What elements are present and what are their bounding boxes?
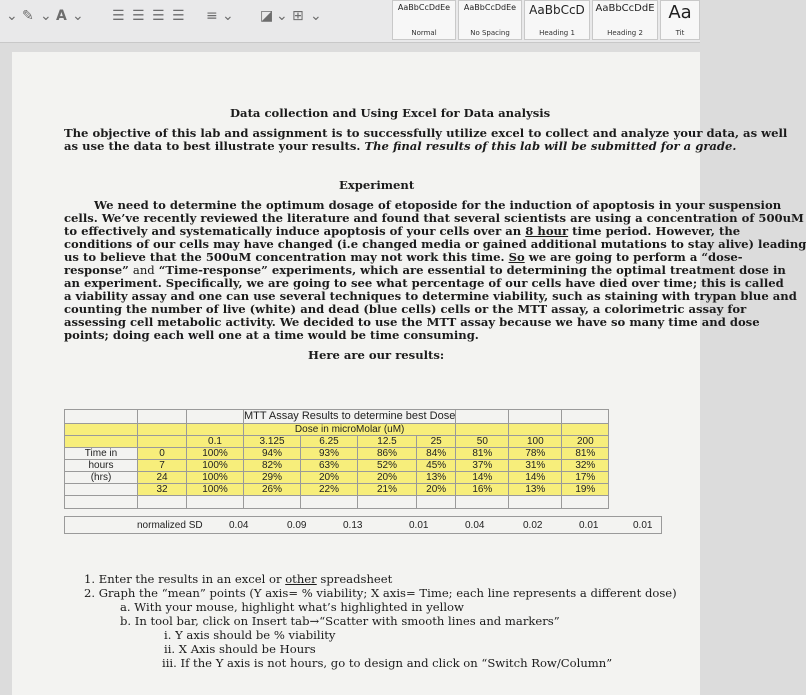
table-title[interactable]: MTT Assay Results to determine best Dose xyxy=(244,410,456,422)
results-heading: Here are our results: xyxy=(308,348,445,362)
table-cell[interactable] xyxy=(138,496,187,509)
value-cell[interactable]: 100% xyxy=(187,460,244,472)
dose-header[interactable]: 200 xyxy=(562,436,609,448)
value-cell[interactable]: 94% xyxy=(244,448,301,460)
objective-line-1: The objective of this lab and assignment is to successfully utilize excel to collect and analyze your data, as well xyxy=(64,126,788,140)
table-cell[interactable] xyxy=(65,484,138,496)
value-cell[interactable]: 17% xyxy=(562,472,609,484)
font-color-icon[interactable]: A xyxy=(56,8,67,24)
value-cell[interactable]: 37% xyxy=(456,460,509,472)
style-preview: AaBbCcDdEe xyxy=(397,3,451,12)
value-cell[interactable]: 20% xyxy=(301,472,358,484)
value-cell[interactable]: 100% xyxy=(187,448,244,460)
dose-header[interactable]: 25 xyxy=(417,436,456,448)
table-cell[interactable] xyxy=(509,410,562,424)
value-cell[interactable]: 78% xyxy=(509,448,562,460)
value-cell[interactable]: 63% xyxy=(301,460,358,472)
table-cell[interactable] xyxy=(65,436,138,448)
document-page[interactable] xyxy=(12,52,806,695)
paragraph-line: points; doing each well one at a time would be time consuming. xyxy=(64,328,479,342)
table-cell[interactable] xyxy=(138,436,187,448)
line-spacing-icon[interactable]: ≡ xyxy=(206,8,218,24)
value-cell[interactable]: 13% xyxy=(417,472,456,484)
table-cell[interactable] xyxy=(138,410,187,424)
text: 8 hour xyxy=(525,224,569,238)
value-cell[interactable]: 100% xyxy=(187,484,244,496)
paragraph-line: counting the number of live (white) and dead (blue cells) cells or the MTT assay, a colorimetric assay for xyxy=(64,302,747,316)
paragraph-line xyxy=(64,250,743,264)
value-cell[interactable]: 20% xyxy=(358,472,417,484)
sd-value: 0.01 xyxy=(409,520,429,531)
table-cell[interactable] xyxy=(187,410,244,424)
value-cell[interactable]: 14% xyxy=(509,472,562,484)
chevron-down-icon[interactable]: ⌄ xyxy=(276,8,288,24)
dose-header[interactable]: 6.25 xyxy=(301,436,358,448)
time-header[interactable]: 0 xyxy=(138,448,187,460)
table-cell[interactable] xyxy=(187,496,244,509)
borders-icon[interactable]: ⊞ xyxy=(292,8,304,24)
text: to effectively and systematically induce apoptosis of your cells over an xyxy=(64,224,522,238)
value-cell[interactable]: 93% xyxy=(301,448,358,460)
value-cell[interactable]: 52% xyxy=(358,460,417,472)
dose-header[interactable]: 3.125 xyxy=(244,436,301,448)
sd-value: 0.01 xyxy=(633,520,653,531)
align-right-icon[interactable]: ☰ xyxy=(152,8,165,24)
table-subtitle[interactable]: Dose in microMolar (uM) xyxy=(244,424,456,436)
text: So xyxy=(508,250,525,264)
row-label[interactable]: Time in xyxy=(65,448,138,460)
style-name: No Spacing xyxy=(470,29,510,37)
instruction-2a: a. With your mouse, highlight what’s highlighted in yellow xyxy=(120,600,464,614)
doc-title: Data collection and Using Excel for Data analysis xyxy=(230,106,551,120)
align-center-icon[interactable]: ☰ xyxy=(132,8,145,24)
paragraph-line: a viability assay and one can use several techniques to determine viability, such as staining with trypan blue and xyxy=(64,289,797,303)
text: experiments, which are essential to determining the optimal treatment dose in xyxy=(271,263,786,277)
value-cell[interactable]: 29% xyxy=(244,472,301,484)
chevron-down-icon[interactable]: ⌄ xyxy=(72,8,84,24)
text: time period. However, the xyxy=(572,224,741,238)
objective-text: as use the data to best illustrate your results. xyxy=(64,139,361,153)
value-cell[interactable]: 100% xyxy=(187,472,244,484)
row-label[interactable]: hours xyxy=(65,460,138,472)
table-cell[interactable] xyxy=(456,410,509,424)
style-heading-1[interactable] xyxy=(524,0,590,40)
paragraph-line: conditions of our cells may have changed (i.e changed media or gained additional mutations to stay alive) leading xyxy=(64,237,806,251)
text: and xyxy=(132,263,155,277)
paragraph-line: We need to determine the optimum dosage of etoposide for the induction of apoptosis in your suspension xyxy=(94,198,782,212)
instruction-2b-ii: ii. X Axis should be Hours xyxy=(164,642,316,656)
table-cell[interactable] xyxy=(456,496,509,509)
value-cell[interactable]: 22% xyxy=(301,484,358,496)
text: other xyxy=(285,572,317,586)
time-header[interactable]: 24 xyxy=(138,472,187,484)
value-cell[interactable]: 14% xyxy=(456,472,509,484)
sd-value: 0.04 xyxy=(229,520,249,531)
paragraph-line xyxy=(64,263,786,277)
objective-emphasis: The final results of this lab will be submitted for a grade. xyxy=(364,139,737,153)
justify-icon[interactable]: ☰ xyxy=(172,8,185,24)
table-cell[interactable] xyxy=(562,496,609,509)
value-cell[interactable]: 21% xyxy=(358,484,417,496)
dose-header[interactable]: 50 xyxy=(456,436,509,448)
value-cell[interactable]: 81% xyxy=(456,448,509,460)
time-header[interactable]: 32 xyxy=(138,484,187,496)
shading-icon[interactable]: ◪ xyxy=(260,8,274,24)
highlight-icon[interactable]: ✎ xyxy=(22,8,34,24)
sd-value: 0.13 xyxy=(343,520,363,531)
text: spreadsheet xyxy=(320,572,393,586)
table-cell[interactable] xyxy=(509,424,562,436)
results-table[interactable] xyxy=(64,409,609,509)
style-preview: Aa xyxy=(668,2,692,23)
dose-header[interactable]: 12.5 xyxy=(358,436,417,448)
value-cell[interactable]: 19% xyxy=(562,484,609,496)
text: us to believe that the 500uM concentration may not work this time. xyxy=(64,250,505,264)
value-cell[interactable]: 31% xyxy=(509,460,562,472)
table-cell[interactable] xyxy=(509,496,562,509)
style-title[interactable] xyxy=(660,0,700,40)
value-cell[interactable]: 84% xyxy=(417,448,456,460)
style-preview: AaBbCcDdEe xyxy=(463,3,517,12)
paragraph-line: assessing cell metabolic activity. We decided to use the MTT assay because we have so many time and dose xyxy=(64,315,760,329)
chevron-down-icon[interactable]: ⌄ xyxy=(40,8,52,24)
chevron-down-icon[interactable]: ⌄ xyxy=(6,8,18,24)
sd-value: 0.09 xyxy=(287,520,307,531)
table-cell[interactable] xyxy=(187,424,244,436)
ribbon-toolbar xyxy=(0,0,700,43)
instruction-2b-i: i. Y axis should be % viability xyxy=(164,628,336,642)
row-label[interactable]: (hrs) xyxy=(65,472,138,484)
sd-row[interactable] xyxy=(64,516,662,534)
table-cell[interactable] xyxy=(138,424,187,436)
instruction-1 xyxy=(84,572,392,586)
value-cell[interactable]: 13% xyxy=(509,484,562,496)
value-cell[interactable]: 86% xyxy=(358,448,417,460)
table-cell[interactable] xyxy=(65,424,138,436)
style-preview: AaBbCcDdE xyxy=(595,3,655,14)
paragraph-line: an experiment. Specifically, we are going to see what percentage of our cells have died over time; this is called xyxy=(64,276,784,290)
style-normal[interactable] xyxy=(392,14,456,40)
table-cell[interactable] xyxy=(562,424,609,436)
experiment-heading: Experiment xyxy=(339,178,415,192)
sd-label: normalized SD xyxy=(137,520,203,531)
style-name: Heading 1 xyxy=(539,29,575,37)
table-cell[interactable] xyxy=(562,410,609,424)
value-cell[interactable]: 81% xyxy=(562,448,609,460)
table-cell[interactable] xyxy=(358,496,417,509)
table-cell[interactable] xyxy=(65,496,138,509)
instruction-2: 2. Graph the “mean” points (Y axis= % viability; X axis= Time; each line represents a different dose) xyxy=(84,586,677,600)
style-no-spacing[interactable] xyxy=(458,0,522,40)
table-cell[interactable] xyxy=(301,496,358,509)
text: 1. Enter the results in an excel or xyxy=(84,572,282,586)
table-cell[interactable] xyxy=(417,496,456,509)
value-cell[interactable]: 45% xyxy=(417,460,456,472)
sd-value: 0.02 xyxy=(523,520,543,531)
sd-value: 0.04 xyxy=(465,520,485,531)
value-cell[interactable]: 32% xyxy=(562,460,609,472)
text: we are going to perform a “dose- xyxy=(528,250,743,264)
table-cell[interactable] xyxy=(244,496,301,509)
style-name: Heading 2 xyxy=(607,29,643,37)
style-name: Normal xyxy=(411,29,437,37)
time-header[interactable]: 7 xyxy=(138,460,187,472)
dose-header[interactable]: 0.1 xyxy=(187,436,244,448)
value-cell[interactable]: 20% xyxy=(417,484,456,496)
sd-value: 0.01 xyxy=(579,520,599,531)
text: response” xyxy=(64,263,129,277)
chevron-down-icon[interactable]: ⌄ xyxy=(310,8,322,24)
style-heading-2[interactable] xyxy=(592,0,658,40)
table-cell[interactable] xyxy=(65,410,138,424)
paragraph-line xyxy=(64,224,740,238)
table-cell[interactable] xyxy=(456,424,509,436)
text: “Time-response” xyxy=(158,263,268,277)
dose-header[interactable]: 100 xyxy=(509,436,562,448)
paragraph-line: cells. We’ve recently reviewed the literature and found that several scientists are using a concentration of 500uM xyxy=(64,211,804,225)
chevron-down-icon[interactable]: ⌄ xyxy=(222,8,234,24)
value-cell[interactable]: 82% xyxy=(244,460,301,472)
style-name: Tit xyxy=(675,29,685,37)
style-preview: AaBbCcD xyxy=(529,3,585,17)
value-cell[interactable]: 16% xyxy=(456,484,509,496)
instruction-2b-iii: iii. If the Y axis is not hours, go to design and click on “Switch Row/Column” xyxy=(162,656,613,670)
instruction-2b: b. In tool bar, click on Insert tab→“Scatter with smooth lines and markers” xyxy=(120,614,560,628)
align-left-icon[interactable]: ☰ xyxy=(112,8,125,24)
objective-line-2 xyxy=(64,139,736,153)
value-cell[interactable]: 26% xyxy=(244,484,301,496)
